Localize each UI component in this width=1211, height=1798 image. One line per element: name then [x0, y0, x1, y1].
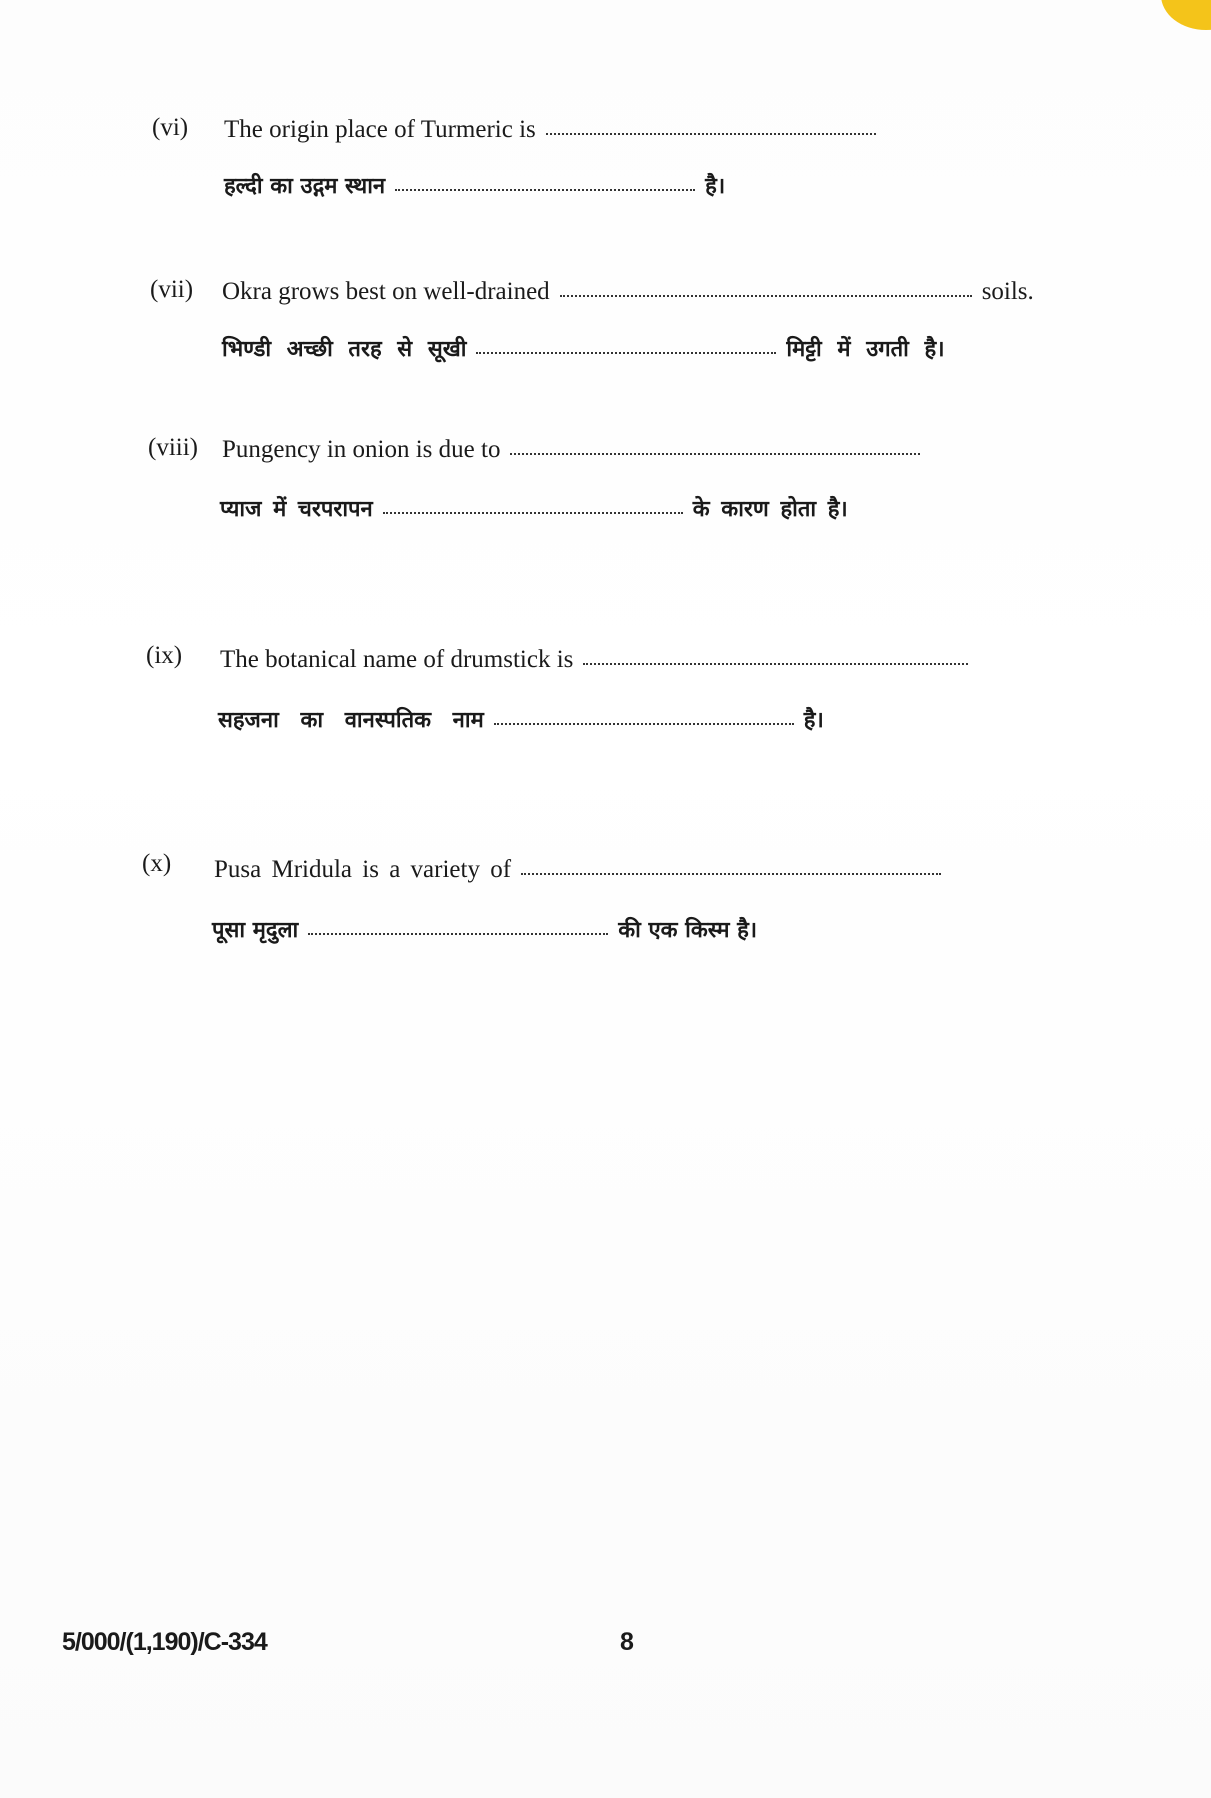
question-number: (viii) [148, 434, 198, 461]
question-hindi-line [222, 333, 945, 363]
question-english-text: The botanical name of drumstick is [220, 646, 574, 673]
corner-tab-decoration [1161, 0, 1211, 30]
question-number: (ix) [146, 642, 183, 669]
question-number: (vi) [152, 114, 189, 141]
question-hindi-suffix: की एक किस्म है। [618, 918, 758, 943]
question-hindi-line [220, 493, 848, 523]
question-hindi-line [224, 170, 725, 200]
answer-blank[interactable] [583, 661, 968, 665]
question-hindi-text: सहजना का वानस्पतिक नाम [218, 708, 484, 733]
question-number: (x) [142, 850, 172, 877]
question-hindi-suffix: है। [705, 174, 726, 199]
answer-blank[interactable] [383, 510, 683, 514]
question-english-line [220, 646, 978, 674]
question-hindi-text: प्याज में चरपरापन [220, 497, 373, 522]
answer-blank[interactable] [395, 187, 695, 191]
answer-blank[interactable] [308, 931, 608, 935]
question-english-line [214, 856, 951, 884]
question-hindi-suffix: है। [803, 708, 824, 733]
answer-blank[interactable] [494, 721, 794, 725]
question-hindi-suffix: मिट्टी में उगती है। [786, 337, 945, 362]
answer-blank[interactable] [560, 293, 972, 297]
question-hindi-line [212, 914, 757, 944]
page-number: 8 [620, 1628, 633, 1656]
question-hindi-text: भिण्डी अच्छी तरह से सूखी [222, 337, 467, 362]
answer-blank[interactable] [546, 131, 876, 135]
question-hindi-text: पूसा मृदुला [212, 918, 299, 943]
question-number: (vii) [150, 276, 194, 303]
question-english-suffix: soils. [981, 278, 1034, 305]
answer-blank[interactable] [476, 350, 776, 354]
paper-code: 5/000/(1,190)/C-334 [62, 1628, 267, 1656]
question-hindi-suffix: के कारण होता है। [692, 497, 848, 522]
question-english-line [222, 278, 1034, 306]
answer-blank[interactable] [521, 871, 941, 875]
question-english-text: Pungency in onion is due to [222, 436, 501, 463]
question-english-text: Pusa Mridula is a variety of [214, 856, 512, 883]
question-english-line [222, 436, 930, 464]
question-hindi-line [218, 704, 824, 734]
question-english-line [224, 116, 886, 144]
question-hindi-text: हल्दी का उद्गम स्थान [224, 174, 386, 199]
answer-blank[interactable] [510, 451, 920, 455]
question-english-text: Okra grows best on well-drained [222, 278, 550, 305]
question-english-text: The origin place of Turmeric is [224, 116, 536, 143]
